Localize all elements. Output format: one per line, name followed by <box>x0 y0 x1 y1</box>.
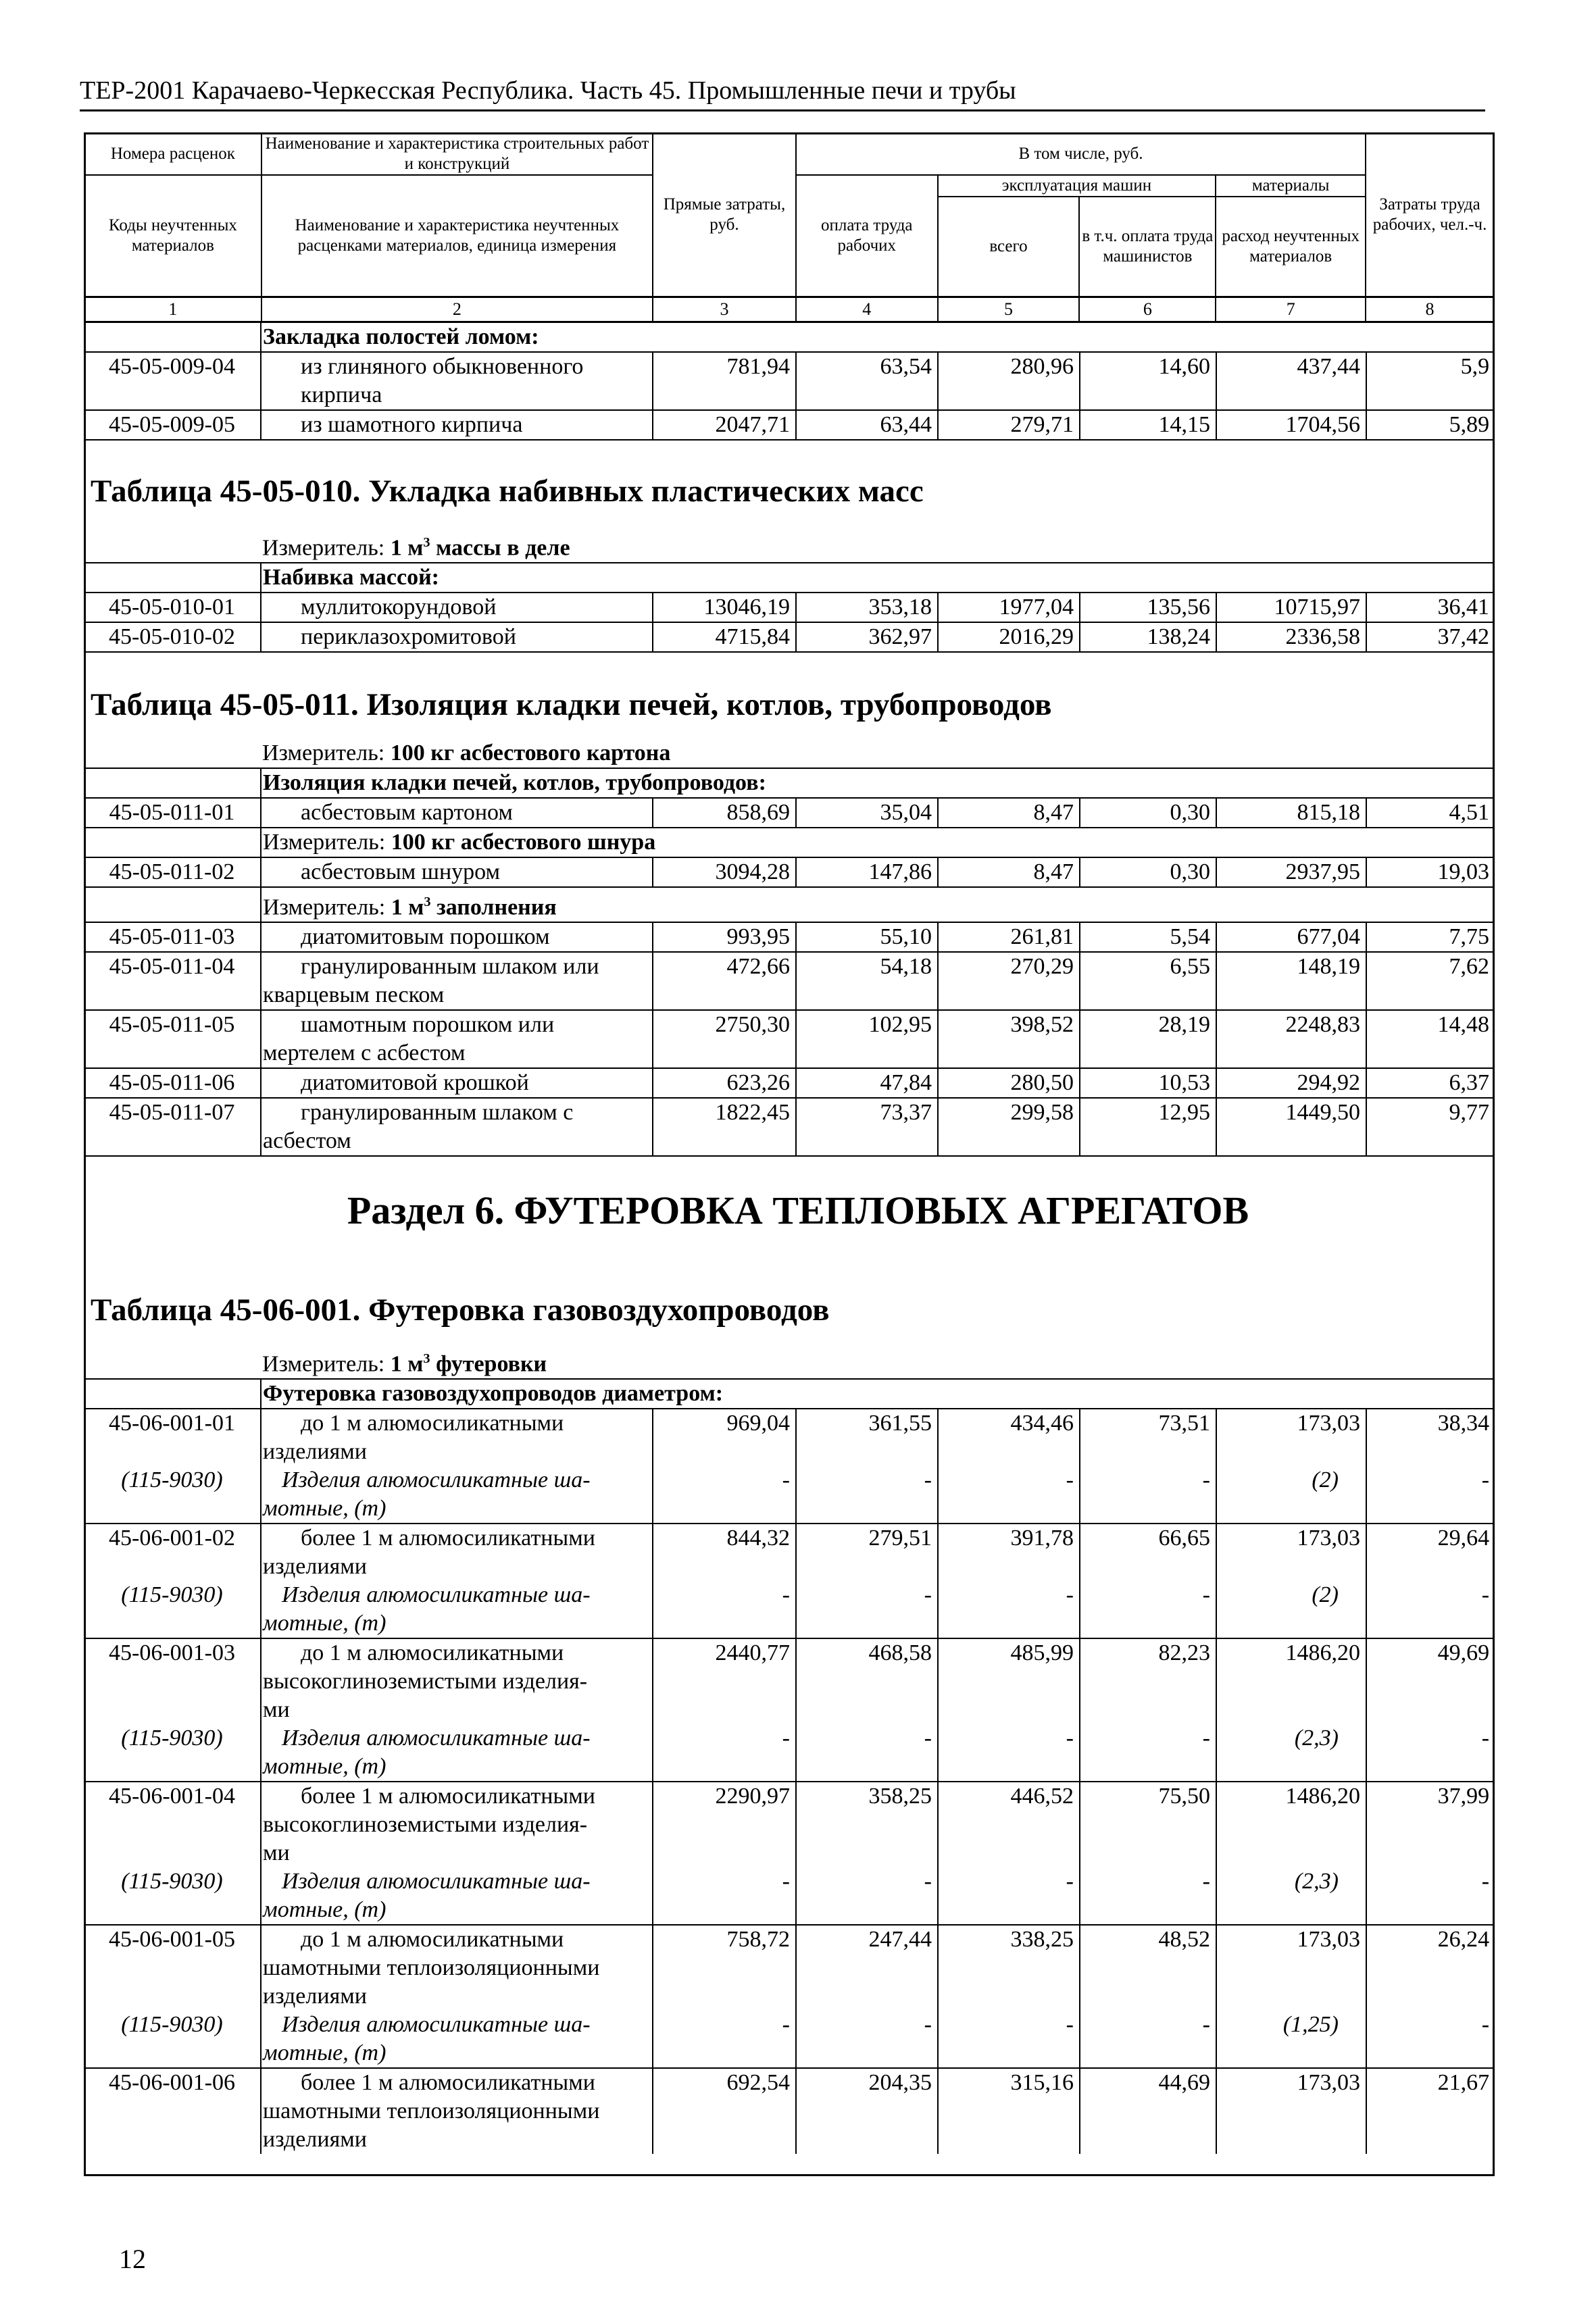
cell: 4715,84 <box>653 622 796 652</box>
rate-code: 45-05-011-07 <box>84 1098 261 1156</box>
rate-code: 45-05-011-06 <box>84 1068 261 1098</box>
material-code: (115-9030) <box>84 1867 261 1925</box>
rate-name: более 1 м алюмосиликатными высокоглиноземистыми изделия- ми <box>261 1782 653 1867</box>
cell: 14,15 <box>1080 410 1216 440</box>
cell: 2248,83 <box>1216 1010 1366 1068</box>
cell: 35,04 <box>796 798 938 828</box>
section-label: Закладка полостей ломом: <box>261 323 1495 352</box>
rate-code: 45-06-001-04 <box>84 1782 261 1867</box>
rate-name: более 1 м алюмосиликатными изделиями <box>261 1524 653 1581</box>
cell: - <box>653 1867 796 1925</box>
cell: 8,47 <box>938 798 1080 828</box>
rate-name: диатомитовым порошком <box>261 922 653 952</box>
cell: - <box>653 2011 796 2068</box>
cell: 48,52 <box>1080 1925 1216 2011</box>
cell: 173,03 <box>1216 1409 1366 1466</box>
cell: (2) <box>1216 1581 1366 1638</box>
rate-name: более 1 м алюмосиликатными шамотными теплоизоляционными изделиями <box>261 2068 653 2154</box>
section-label: Набивка массой: <box>261 563 1495 593</box>
cell: 270,29 <box>938 952 1080 1010</box>
cell: (2,3) <box>1216 1724 1366 1782</box>
cell: - <box>938 1581 1080 1638</box>
col-number: 6 <box>1079 297 1216 322</box>
rate-name: до 1 м алюмосиликатными изделиями <box>261 1409 653 1466</box>
cell: 2440,77 <box>653 1638 796 1724</box>
rate-name: до 1 м алюмосиликатными шамотными теплоизоляционными изделиями <box>261 1925 653 2011</box>
cell: 5,54 <box>1080 922 1216 952</box>
rate-name: до 1 м алюмосиликатными высокоглиноземистыми изделия- ми <box>261 1638 653 1724</box>
rate-name: из глиняного обыкновенного кирпича <box>261 352 653 410</box>
cell: - <box>938 1867 1080 1925</box>
cell: 49,69 <box>1437 1640 1490 1666</box>
col-number: 4 <box>796 297 938 322</box>
cell: (2,3) <box>1216 1867 1366 1925</box>
cell: 434,46 <box>938 1409 1080 1466</box>
cell: 173,03 <box>1216 2068 1366 2154</box>
material-name: Изделия алюмосиликатные ша- мотные, (т) <box>261 1724 653 1782</box>
cell: 8,47 <box>938 857 1080 887</box>
cell: 102,95 <box>796 1010 938 1068</box>
cell: - <box>938 1466 1080 1524</box>
cell: 2016,29 <box>938 622 1080 652</box>
cell: - <box>1080 1581 1216 1638</box>
table-title: Таблица 45-05-010. Укладка набивных пластических масс <box>91 474 924 509</box>
col-machinist-wages: в т.ч. оплата труда машинистов <box>1079 197 1216 297</box>
cell: 66,65 <box>1080 1524 1216 1581</box>
rate-code: 45-06-001-05 <box>84 1925 261 2011</box>
cell: 468,58 <box>796 1638 938 1724</box>
cell: 5,89 <box>1366 410 1495 440</box>
cell: (1,25) <box>1216 2011 1366 2068</box>
col-number: 3 <box>653 297 796 322</box>
rate-code: 45-05-011-05 <box>84 1010 261 1068</box>
col-wages: оплата труда рабочих <box>796 175 938 297</box>
cell: 55,10 <box>796 922 938 952</box>
cell: 472,66 <box>653 952 796 1010</box>
cell: 12,95 <box>1080 1098 1216 1156</box>
rate-name: гранулированным шлаком или кварцевым песком <box>261 952 653 1010</box>
rate-name: периклазохромитовой <box>261 622 653 652</box>
table-row <box>84 2068 1495 2154</box>
cell: 63,44 <box>796 410 938 440</box>
cell: 280,50 <box>938 1068 1080 1098</box>
measure-label: Измеритель: 1 $м^3$ массы в деле <box>261 528 1495 563</box>
cell: 47,84 <box>796 1068 938 1098</box>
page-header: ТЕР-2001 Карачаево-Черкесская Республика. Часть 45. Промышленные печи и трубы <box>80 76 1485 111</box>
cell: 82,23 <box>1080 1638 1216 1724</box>
cell: 13046,19 <box>653 593 796 622</box>
cell: 14,48 <box>1366 1010 1495 1068</box>
cell: - <box>653 1724 796 1782</box>
cell: (2) <box>1216 1466 1366 1524</box>
table-row <box>84 1925 1495 2011</box>
table-row <box>84 593 1495 622</box>
cell: 173,03 <box>1216 1524 1366 1581</box>
cell: 73,51 <box>1080 1409 1216 1466</box>
cell: 9,77 <box>1366 1098 1495 1156</box>
cell: 677,04 <box>1216 922 1366 952</box>
material-row <box>84 1466 1495 1524</box>
cell: - <box>796 1466 938 1524</box>
cell: 969,04 <box>653 1409 796 1466</box>
cell: 692,54 <box>653 2068 796 2154</box>
table-row <box>84 1638 1495 1724</box>
rate-code: 45-06-001-06 <box>84 2068 261 2154</box>
table-row <box>84 1524 1495 1581</box>
cell: - <box>796 1724 938 1782</box>
material-name: Изделия алюмосиликатные ша- мотные, (т) <box>261 2011 653 2068</box>
rate-name: гранулированным шлаком с асбестом <box>261 1098 653 1156</box>
material-row <box>84 1724 1495 1782</box>
cell: 44,69 <box>1080 2068 1216 2154</box>
cell: 294,92 <box>1216 1068 1366 1098</box>
cell: 2047,71 <box>653 410 796 440</box>
cell: 10715,97 <box>1216 593 1366 622</box>
cell: 10,53 <box>1080 1068 1216 1098</box>
rate-code: 45-06-001-02 <box>84 1524 261 1581</box>
cell: - <box>796 2011 938 2068</box>
material-code: (115-9030) <box>84 1724 261 1782</box>
col-number: 2 <box>261 297 653 322</box>
col-number: 7 <box>1216 297 1366 322</box>
rate-name: муллитокорундовой <box>261 593 653 622</box>
table-45-05-010 <box>84 528 1495 653</box>
rate-name: асбестовым картоном <box>261 798 653 828</box>
section-label: Футеровка газовоздухопроводов диаметром: <box>261 1379 1495 1409</box>
cell: 353,18 <box>796 593 938 622</box>
col-machines: эксплуатация машин <box>938 175 1216 197</box>
cell: 73,37 <box>796 1098 938 1156</box>
cell: 0,30 <box>1080 857 1216 887</box>
cell: 36,41 <box>1366 593 1495 622</box>
cell: 21,67 <box>1437 2070 1490 2096</box>
table-row <box>84 410 1495 440</box>
cell: - <box>1366 1724 1495 1782</box>
cell: 0,30 <box>1080 798 1216 828</box>
column-header <box>84 132 1495 323</box>
rate-code: 45-06-001-01 <box>84 1409 261 1466</box>
col-group-incl: В том числе, руб. <box>796 133 1366 175</box>
cell: 391,78 <box>938 1524 1080 1581</box>
cell: 781,94 <box>653 352 796 410</box>
cell: 279,51 <box>796 1524 938 1581</box>
section-title: Раздел 6. ФУТЕРОВКА ТЕПЛОВЫХ АГРЕГАТОВ <box>347 1188 1249 1232</box>
cell: 446,52 <box>938 1782 1080 1867</box>
cell: 2937,95 <box>1216 857 1366 887</box>
cell: 37,42 <box>1366 622 1495 652</box>
measure-label: Измеритель: 100 кг асбестового шнура <box>261 828 1495 857</box>
measure-label: Измеритель: 100 кг асбестового картона <box>261 739 1495 768</box>
cell: 338,25 <box>938 1925 1080 2011</box>
material-code: (115-9030) <box>84 1581 261 1638</box>
table-row <box>84 922 1495 952</box>
cell: - <box>938 2011 1080 2068</box>
rate-code: 45-05-011-04 <box>84 952 261 1010</box>
cell: 28,19 <box>1080 1010 1216 1068</box>
table-title: Таблица 45-06-001. Футеровка газовоздухопроводов <box>91 1292 830 1328</box>
cell: 358,25 <box>796 1782 938 1867</box>
rate-code: 45-05-009-05 <box>84 410 261 440</box>
table-row <box>84 857 1495 887</box>
cell: 38,34 <box>1437 1411 1490 1436</box>
cell: - <box>938 1724 1080 1782</box>
cell: 485,99 <box>938 1638 1080 1724</box>
rate-name: шамотным порошком или мертелем с асбестом <box>261 1010 653 1068</box>
cell: 1449,50 <box>1216 1098 1366 1156</box>
material-code: (115-9030) <box>84 1466 261 1524</box>
cell: - <box>1366 1466 1495 1524</box>
col-name-bottom: Наименование и характеристика неучтенных расценками материалов, единица измерения <box>261 175 653 297</box>
rate-code: 45-05-011-02 <box>84 857 261 887</box>
cell: 2336,58 <box>1216 622 1366 652</box>
table-row <box>84 1409 1495 1466</box>
cell: 1977,04 <box>938 593 1080 622</box>
cell: 3094,28 <box>653 857 796 887</box>
table-row <box>84 952 1495 1010</box>
cell: - <box>796 1581 938 1638</box>
rate-code: 45-05-011-01 <box>84 798 261 828</box>
cell: 261,81 <box>938 922 1080 952</box>
cell: 858,69 <box>653 798 796 828</box>
cell: 63,54 <box>796 352 938 410</box>
col-materials: материалы <box>1216 175 1366 197</box>
rate-name: из шамотного кирпича <box>261 410 653 440</box>
material-name: Изделия алюмосиликатные ша- мотные, (т) <box>261 1466 653 1524</box>
cell: 362,97 <box>796 622 938 652</box>
cell: 361,55 <box>796 1409 938 1466</box>
table-row <box>84 1068 1495 1098</box>
cell: 26,24 <box>1437 1927 1490 1953</box>
cell: - <box>1366 2011 1495 2068</box>
cell: 2290,97 <box>653 1782 796 1867</box>
table-row <box>84 1782 1495 1867</box>
table-row <box>84 1010 1495 1068</box>
col-name-header: Наименование и характеристика строительных работ и конструкций <box>261 133 653 175</box>
cell: 247,44 <box>796 1925 938 2011</box>
table-row <box>84 352 1495 410</box>
cell: - <box>1366 1581 1495 1638</box>
table-title: Таблица 45-05-011. Изоляция кладки печей, котлов, трубопроводов <box>91 687 1052 722</box>
col-code-header: Номера расценок <box>84 133 261 175</box>
cell: 623,26 <box>653 1068 796 1098</box>
cell: 173,03 <box>1216 1925 1366 2011</box>
col-number: 8 <box>1366 297 1494 322</box>
cell: - <box>1080 2011 1216 2068</box>
material-row <box>84 2011 1495 2068</box>
cell: 315,16 <box>938 2068 1080 2154</box>
page-number: 12 <box>119 2244 146 2274</box>
cell: 29,64 <box>1437 1526 1490 1551</box>
cell: 147,86 <box>796 857 938 887</box>
cell: 1822,45 <box>653 1098 796 1156</box>
cell: 1486,20 <box>1216 1782 1366 1867</box>
cell: - <box>796 1867 938 1925</box>
cell: 815,18 <box>1216 798 1366 828</box>
cell: - <box>1080 1867 1216 1925</box>
cell: 138,24 <box>1080 622 1216 652</box>
cell: 148,19 <box>1216 952 1366 1010</box>
table-45-05-009 <box>84 323 1495 441</box>
rate-code: 45-05-011-03 <box>84 922 261 952</box>
cell: 75,50 <box>1080 1782 1216 1867</box>
cell: - <box>653 1466 796 1524</box>
col-unaccounted-materials: расход неучтенных материалов <box>1216 197 1366 297</box>
col-code-bottom: Коды неучтенных материалов <box>84 175 261 297</box>
cell: 14,60 <box>1080 352 1216 410</box>
material-name: Изделия алюмосиликатные ша- мотные, (т) <box>261 1581 653 1638</box>
measure-label: Измеритель: 1 $м^3$ заполнения <box>261 887 1495 922</box>
rate-name: асбестовым шнуром <box>261 857 653 887</box>
col-number: 5 <box>938 297 1080 322</box>
cell: 299,58 <box>938 1098 1080 1156</box>
col-direct-costs: Прямые затраты, руб. <box>653 133 796 297</box>
cell: 4,51 <box>1366 798 1495 828</box>
cell: 19,03 <box>1366 857 1495 887</box>
cell: 758,72 <box>653 1925 796 2011</box>
cell: 279,71 <box>938 410 1080 440</box>
material-name: Изделия алюмосиликатные ша- мотные, (т) <box>261 1867 653 1925</box>
cell: 398,52 <box>938 1010 1080 1068</box>
cell: 7,62 <box>1366 952 1495 1010</box>
rate-name: диатомитовой крошкой <box>261 1068 653 1098</box>
table-row <box>84 1098 1495 1156</box>
material-code: (115-9030) <box>84 2011 261 2068</box>
cell: 5,9 <box>1366 352 1495 410</box>
measure-label: Измеритель: 1 $м^3$ футеровки <box>261 1344 1495 1379</box>
rate-code: 45-05-010-01 <box>84 593 261 622</box>
cell: 1704,56 <box>1216 410 1366 440</box>
material-row <box>84 1581 1495 1638</box>
col-machines-total: всего <box>938 197 1080 297</box>
cell: 7,75 <box>1366 922 1495 952</box>
table-45-05-011 <box>84 739 1495 1157</box>
cell: - <box>1080 1466 1216 1524</box>
cell: 6,37 <box>1366 1068 1495 1098</box>
table-row <box>84 622 1495 652</box>
cell: 37,99 <box>1437 1784 1490 1809</box>
rate-code: 45-05-010-02 <box>84 622 261 652</box>
cell: 993,95 <box>653 922 796 952</box>
cell: 844,32 <box>653 1524 796 1581</box>
table-row <box>84 798 1495 828</box>
cell: 6,55 <box>1080 952 1216 1010</box>
cell: - <box>1080 1724 1216 1782</box>
material-row <box>84 1867 1495 1925</box>
cell: 437,44 <box>1216 352 1366 410</box>
cell: 1486,20 <box>1216 1638 1366 1724</box>
table-45-06-001 <box>84 1344 1495 2154</box>
rate-code: 45-06-001-03 <box>84 1638 261 1724</box>
cell: 280,96 <box>938 352 1080 410</box>
col-labor-hours: Затраты труда рабочих, чел.-ч. <box>1366 133 1494 297</box>
rate-code: 45-05-009-04 <box>84 352 261 410</box>
cell: - <box>1366 1867 1495 1925</box>
section-label: Изоляция кладки печей, котлов, трубопроводов: <box>261 768 1495 798</box>
col-number: 1 <box>84 297 261 322</box>
cell: 54,18 <box>796 952 938 1010</box>
cell: 2750,30 <box>653 1010 796 1068</box>
cell: 135,56 <box>1080 593 1216 622</box>
cell: 204,35 <box>796 2068 938 2154</box>
cell: - <box>653 1581 796 1638</box>
